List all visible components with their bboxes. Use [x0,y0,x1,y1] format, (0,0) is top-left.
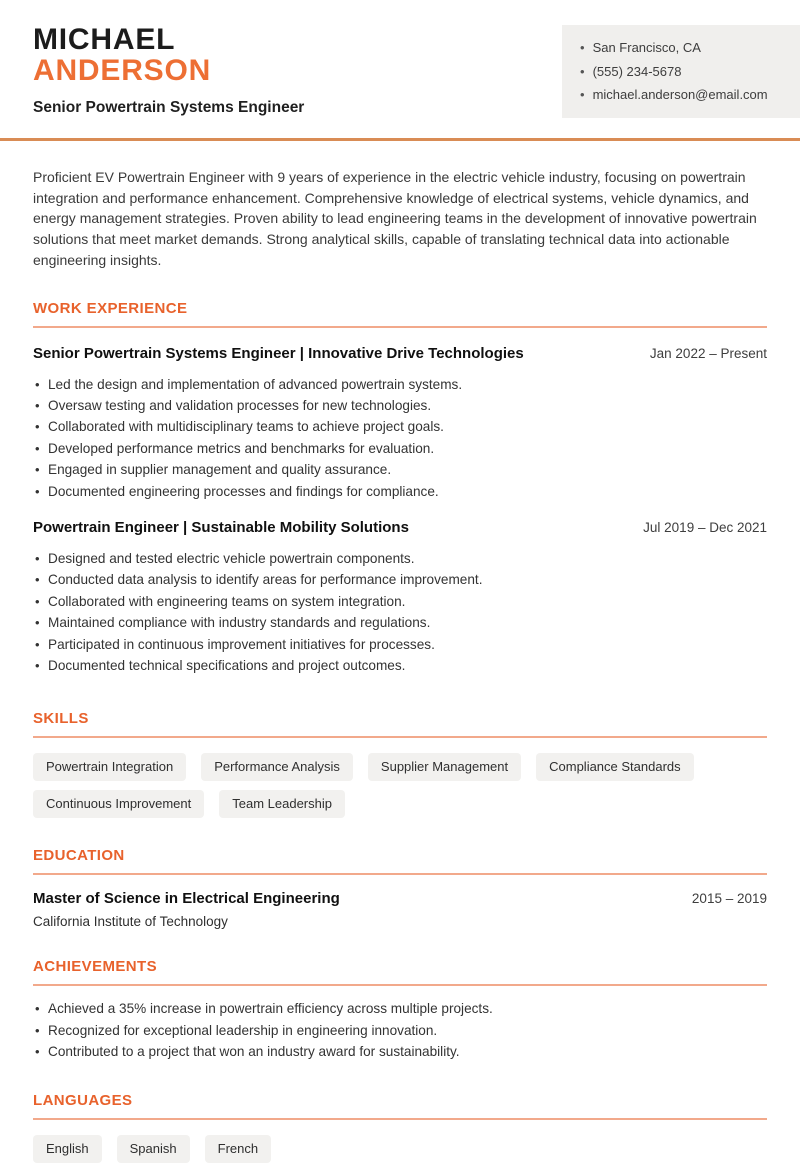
job-bullet: • Conducted data analysis to identify areas for performance improvement. [33,569,767,590]
achievement-bullet: • Achieved a 35% increase in powertrain efficiency across multiple projects. [33,998,767,1019]
achievements-bullet-list [33,998,767,1062]
achievement-bullet: • Contributed to a project that won an industry award for sustainability. [33,1041,767,1062]
contact-phone [580,60,786,84]
education-dates: 2015 – 2019 [691,891,767,907]
last-name: ANDERSON [33,54,212,87]
job-entry-header [33,519,767,536]
job-bullet: • Maintained compliance with industry standards and regulations. [33,612,767,633]
skills-tag-row [33,753,767,818]
contact-location-text: San Francisco, CA [592,40,701,55]
education-heading: EDUCATION [33,847,767,875]
job-bullet: • Led the design and implementation of advanced powertrain systems. [33,374,767,395]
language-tag: French [205,1135,271,1163]
section-achievements [33,958,767,1062]
contact-email-text: michael.anderson@email.com [592,87,768,102]
skill-tag: Supplier Management [368,753,521,781]
job-title-subtitle: Senior Powertrain Systems Engineer [33,99,305,116]
languages-heading: LANGUAGES [33,1092,767,1120]
section-skills [33,710,767,818]
achievements-heading: ACHIEVEMENTS [33,958,767,986]
skill-tag: Performance Analysis [201,753,353,781]
header-divider [0,138,800,141]
resume-content [0,167,800,1163]
skill-tag: Powertrain Integration [33,753,186,781]
job-dates: Jan 2022 – Present [649,345,767,361]
skill-tag: Continuous Improvement [33,790,204,818]
skill-tag: Compliance Standards [536,753,694,781]
section-education [33,847,767,929]
bullet-icon: • [580,40,585,55]
job-title: Senior Powertrain Systems Engineer | Innovative Drive Technologies [33,344,524,362]
skill-tag: Team Leadership [219,790,345,818]
job-entry [33,519,767,676]
bullet-icon: • [580,87,585,102]
degree-title: Master of Science in Electrical Engineering [33,890,340,908]
section-languages [33,1092,767,1163]
school-name: California Institute of Technology [33,914,228,930]
contact-phone-text: (555) 234-5678 [592,63,682,79]
job-entry-header [33,345,767,362]
job-bullet-list [33,374,767,502]
job-bullet: • Collaborated with engineering teams on system integration. [33,591,767,612]
summary-paragraph: Proficient EV Powertrain Engineer with 9 years of experience in the electric vehicle industry, focusing on powertrain integration and performance enhancement. Comprehensive knowledge of electrical systems, vehicle dynamics, and energy management strategies. Proven ability to lead engineering teams in the development of innovative powertrain solutions that meet market demands. Strong analytical skills, capable of translating technical data into actionable engineering insights. [33,169,757,268]
job-bullet: • Engaged in supplier management and quality assurance. [33,459,767,480]
education-entry-header [33,890,767,907]
job-bullet: • Oversaw testing and validation processes for new technologies. [33,395,767,416]
contact-location [580,36,786,60]
job-bullet: • Collaborated with multidisciplinary teams to achieve project goals. [33,416,767,437]
job-entry [33,345,767,502]
job-bullet: • Participated in continuous improvement initiatives for processes. [33,634,767,655]
job-bullet: • Designed and tested electric vehicle powertrain components. [33,548,767,569]
job-bullet: • Documented engineering processes and findings for compliance. [33,481,767,502]
language-tag: English [33,1135,102,1163]
work-experience-heading: WORK EXPERIENCE [33,300,767,328]
skills-heading: SKILLS [33,710,767,738]
job-title: Powertrain Engineer | Sustainable Mobility Solutions [33,518,409,536]
languages-tag-row [33,1135,767,1163]
job-bullet: • Developed performance metrics and benchmarks for evaluation. [33,438,767,459]
job-dates: Jul 2019 – Dec 2021 [643,519,767,535]
job-bullet-list [33,548,767,676]
contact-email [580,83,786,107]
achievement-bullet: • Recognized for exceptional leadership in engineering innovation. [33,1020,767,1041]
first-name: MICHAEL [33,23,176,56]
resume-header [0,0,800,141]
bullet-icon: • [580,63,585,79]
contact-info-box [562,25,800,118]
job-bullet: • Documented technical specifications and project outcomes. [33,655,767,676]
language-tag: Spanish [117,1135,190,1163]
section-work-experience [33,300,767,677]
